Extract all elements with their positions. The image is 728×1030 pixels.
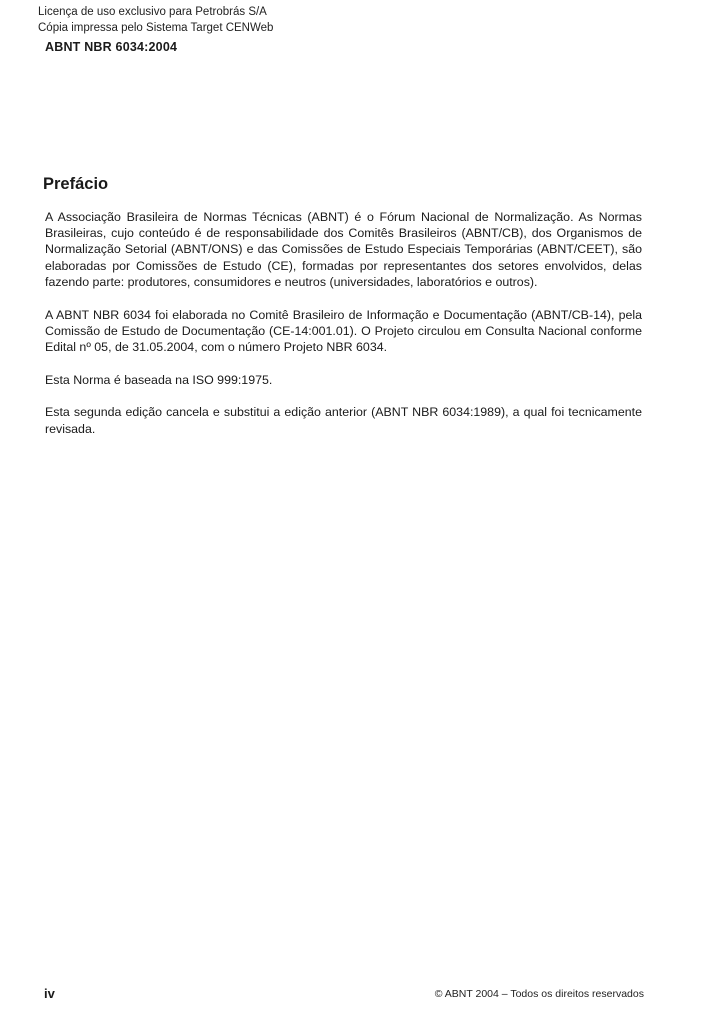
print-source-line: Cópia impressa pelo Sistema Target CENWeb [38,21,274,34]
section-title: Prefácio [43,175,109,193]
paragraph: A Associação Brasileira de Normas Técnicas (ABNT) é o Fórum Nacional de Normalização. As Normas Brasileiras, cujo conteúdo é de responsabilidade dos Comitês Brasileiros (ABNT/CB), dos Organismos de Normalização Setorial (ABNT/ONS) e das Comissões de Estudo Especiais Temporárias (ABNT/CEET), são elaboradas por Comissões de Estudo (CE), formadas por representantes dos setores envolvidos, delas fazendo parte: produtores, consumidores e neutros (universidades, laboratórios e outros). [45,210,642,289]
page-number: iv [44,986,55,1001]
paragraph: Esta Norma é baseada na ISO 999:1975. [45,372,273,387]
copyright-notice: © ABNT 2004 – Todos os direitos reservados [434,988,644,1000]
license-line: Licença de uso exclusivo para Petrobrás S/A [38,6,267,18]
license-header [38,5,273,36]
paragraph: A ABNT NBR 6034 foi elaborada no Comitê Brasileiro de Informação e Documentação (ABNT/CB-14), pela Comissão de Estudo de Documentação (CE-14:001.01). O Projeto circulou em Consulta Nacional conforme Edital nº 05, de 31.05.2004, com o número Projeto NBR 6034. [45,307,642,354]
preface-body [45,209,642,453]
standard-code: ABNT NBR 6034:2004 [45,40,178,54]
paragraph: Esta segunda edição cancela e substitui a edição anterior (ABNT NBR 6034:1989), a qual foi tecnicamente revisada. [45,405,642,436]
